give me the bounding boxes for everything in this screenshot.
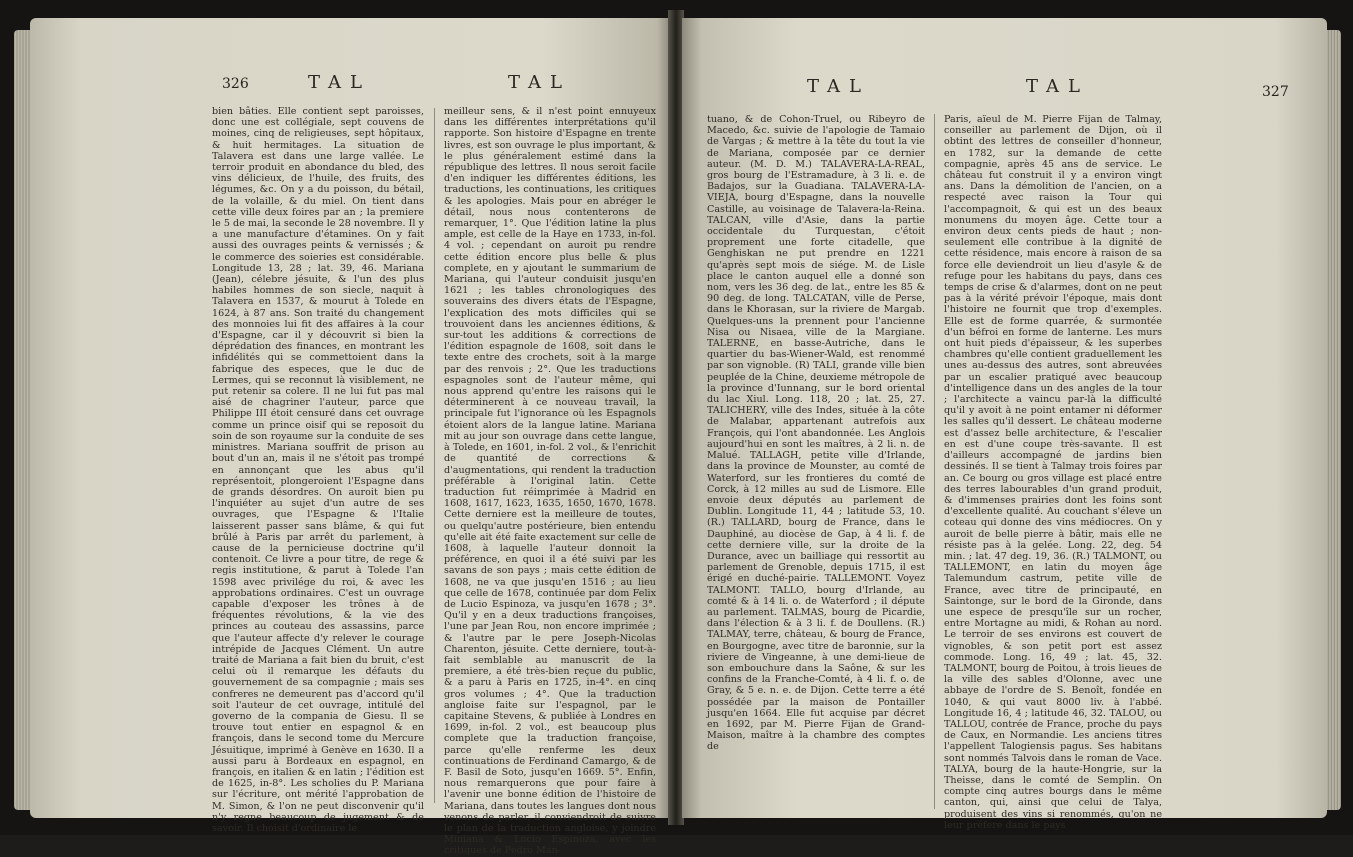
left-column-1: bien bâties. Elle contient sept paroisses, donc une est collégiale, sept couvens de moines, cinq de religieuses, sept hôpitaux, & huit hermitages. La situation de Talavera est dans une large vallée. Le terroir produit en abondance du bled, des vins délicieux, de l'huile, des fruits, des légumes, &c. On y a du poisson, du bétail, de la volaille, & du miel. On tient dans cette ville deux foires par an ; la premiere le 5 de mai, la seconde le 28 novembre. Il y a une manufacture d'étamines. On y fait aussi des ouvrages peints & vernissés ; & le commerce des soieries est considérable. Longitude 13, 28 ; lat. 39, 46. Mariana (Jean), célebre jésuite, & l'un des plus habiles hommes de son siecle, naquit à Talavera en 1537, & mourut à Tolede en 1624, à 87 ans. Son traité du changement des monnoies lui fit des affaires à la cour d'Espagne, car il y découvrit si bien la déprédation des finances, en montrant les infidélités qui se commettoient dans la fabrique des especes, que le duc de Lermes, qui se reconnut là visiblement, ne put retenir sa colere. Il ne lui fut pas mal aisé de chagriner l'auteur, parce que Philippe III étoit censuré dans cet ouvrage comme un prince oisif qui se reposoit du soin de son royaume sur la conduite de ses ministres. Mariana souffrit de prison au bout d'un an, mais il ne s'étoit pas trompé en annonçant que les abus qu'il représentoit, plongeroient l'Espagne dans de grands désordres. On auroit bien pu l'inquiéter au sujet d'un autre de ses ouvrages, que l'Espagne & l'Italie laisserent passer sans blâme, & qui fut brûlé à Paris par arrêt du parlement, à cause de la pernicieuse doctrine qu'il contenoit. Ce livre a pour titre, de rege & regis institutione, & parut à Tolede l'an 1598 avec privilége du roi, & avec les approbations ordinaires. C'est un ouvrage capable d'exposer les trônes à de fréquentes révolutions, & la vie des princes au couteau des assassins, parce que l'auteur affecte d'y relever le courage intrépide de Jacques Clément. Un autre traité de Mariana a fait bien du bruit, c'est celui où il remarque les défauts du gouvernement de sa compagnie ; mais ses confreres ne demeurent pas d'accord qu'il soit l'auteur de cet ouvrage, intitulé del governo de la compania de Giesu. Il se trouve tout entier en espagnol & en françois, dans le second tome du Mercure Jésuitique, imprimé à Genève en 1630. Il a aussi paru à Bordeaux en espagnol, en françois, en italien & en latin ; l'édition est de 1625, in-8°. Les scholies du P. Mariana sur l'écriture, ont mérité l'approbation de M. Simon, & l'on ne peut disconvenir qu'il n'y regne beaucoup de jugement & de savoir. Il choisit d'ordinaire le [212,106,424,834]
right-page-edges [1325,30,1341,810]
right-column-2: Paris, aïeul de M. Pierre Fijan de Talmay, conseiller au parlement de Dijon, où il obtint des lettres de conseiller d'honneur, en 1782, sur la demande de cette compagnie, après 45 ans de service. Le château fut construit il y a environ vingt ans. Dans la démolition de l'ancien, on a respecté avec raison la Tour qui l'accompagnoit, & qui est un des beaux monumens du moyen âge. Cette tour a environ deux cents pieds de haut ; non-seulement elle contribue à la dignité de cette résidence, mais encore à raison de sa force elle deviendroit un lieu d'asyle & de refuge pour les habitans du pays, dans ces temps de crise & d'alarmes, dont on ne peut pas à la vérité prévoir l'époque, mais dont l'histoire ne fournit que trop d'exemples. Elle est de forme quarrée, & surmontée d'un béfroi en forme de lanterne. Les murs ont huit pieds d'épaisseur, & les superbes chambres qu'elle contient graduellement les unes au-dessus des autres, sont abreuvées par un escalier pratiqué avec beaucoup d'intelligence dans un des angles de la tour ; l'architecte a vaincu par-là la difficulté qu'il y avoit à ne point entamer ni déformer les salles qu'il dessert. Le château moderne est d'assez belle architecture, & l'escalier en est d'une coupe très-savante. Il est d'ailleurs accompagné de jardins bien dessinés. Il se tient à Talmay trois foires par an. Ce bourg ou gros village est placé entre des terres labourables d'un grand produit, & d'immenses prairies dont les foins sont d'excellente qualité. Au couchant s'éleve un coteau qui donne des vins médiocres. On y auroit de belle pierre à bâtir, mais elle ne résiste pas à la gelée. Long. 22, deg. 54 min. ; lat. 47 deg. 19, 36. (R.) TALMONT, ou TALLEMONT, en latin du moyen âge Talemundum castrum, petite ville de France, avec titre de principauté, en Saintonge, sur le bord de la Gironde, dans une espece de presqu'île sur un rocher, entre Mortagne au midi, & Rohan au nord. Le terroir de ses environs est couvert de vignobles, & son petit port est assez commode. Long. 16, 49 ; lat. 45, 32. TALMONT, bourg de Poitou, à trois lieues de la ville des sables d'Olonne, avec une abbaye de l'ordre de S. Benoît, fondée en 1040, & qui vaut 8000 liv. à l'abbé. Longitude 16, 4 ; latitude 46, 32. TALOU, ou TALLOU, contrée de France, proche du pays de Caux, en Normandie. Les anciens titres l'appellent Talogiensis pagus. Ses habitans sont nommés Talvois dans le roman de Vace. TALYA, bourg de la haute-Hongrie, sur la Theisse, dans le comté de Semplin. On compte cinq autres bourgs dans le même canton, qui, ainsi que celui de Talya, produisent des vins si renommés, qu'on ne leur préfere dans le pays [944,114,1162,831]
right-page [682,18,1327,831]
right-column-1: tuano, & de Cohon-Truel, ou Ribeyro de Macedo, &c. suivie de l'apologie de Tamaio de Vargas ; & mettre à la tête du tout la vie de Mariana, composée par ce dernier auteur. (M. D. M.) TALAVERA-LA-REAL, gros bourg de l'Estramadure, à 3 li. e. de Badajos, sur la Guadiana. TALAVERA-LA-VIEJA, bourg d'Espagne, dans la nouvelle Castille, au voisinage de Talavera-la-Reina. TALCAN, ville d'Asie, dans la partie occidentale du Turquestan, c'étoit proprement une forte citadelle, que Genghiskan ne put prendre en 1221 qu'après sept mois de siége. M. de Lisle place le canton auquel elle a donné son nom, vers les 36 deg. de lat., entre les 85 & 90 deg. de long. TALCATAN, ville de Perse, dans le Khorasan, sur la riviere de Margab. Quelques-uns la prennent pour l'ancienne Nisa ou Nisaea, ville de la Margiane. TALERNE, en basse-Autriche, dans le quartier du bas-Wiener-Wald, est renommé par son vignoble. (R) TALI, grande ville bien peuplée de la Chine, deuxieme métropole de la province d'Iunnang, sur le bord oriental du lac Xiul. Long. 118, 20 ; lat. 25, 27. TALICHERY, ville des Indes, située à la côte de Malabar, appartenant autrefois aux François, qui l'ont abandonnée. Les Anglois aujourd'hui en sont les maîtres, à 2 li. n. de Malué. TALLAGH, petite ville d'Irlande, dans la province de Mounster, au comté de Waterford, sur les frontieres du comté de Corck, à 12 milles au sud de Lismore. Elle envoie deux députés au parlement de Dublin. Longitude 11, 44 ; latitude 53, 10. (R.) TALLARD, bourg de France, dans le Dauphiné, au diocèse de Gap, à 4 li. f. de cette derniere ville, sur la droite de la Durance, avec un bailliage qui ressortit au parlement de Grenoble, depuis 1715, il est érigé en duché-pairie. TALLEMONT. Voyez TALMONT. TALLO, bourg d'Irlande, au comté & à 14 li. o. de Waterford ; il députe au parlement. TALMAS, bourg de Picardie, dans l'élection & à 3 li. f. de Doullens. (R.) TALMAY, terre, château, & bourg de France, en Bourgogne, avec titre de baronnie, sur la riviere de Vingeanne, à une demi-lieue de son embouchure dans la Saône, & sur les confins de la Franche-Comté, à 4 li. f. o. de Gray, & 5 e. n. e. de Dijon. Cette terre a été possédée par la maison de Pontailler jusqu'en 1664. Elle fut acquise par décret en 1692, par M. Pierre Fijan de Grand-Maison, maître à la chambre des comptes de [707,114,925,753]
left-column-2: meilleur sens, & il n'est point ennuyeux dans les différentes interprétations qu'il rapporte. Son histoire d'Espagne en trente livres, est son ouvrage le plus important, & le plus généralement estimé dans la république des lettres. Il nous seroit facile d'en indiquer les différentes éditions, les traductions, les continuations, les critiques & les apologies. Mais pour en abréger le détail, nous nous contenterons de remarquer, 1°. Que l'édition latine la plus ample, est celle de la Haye en 1733, in-fol. 4 vol. ; cependant on auroit pu rendre cette édition encore plus belle & plus complete, en y ajoutant le summarium de Mariana, qui l'auteur conduisit jusqu'en 1621 ; les tables chronologiques des souverains des divers états de l'Espagne, l'explication des mots difficiles qui se trouvoient dans les anciennes éditions, & sur-tout les additions & corrections de l'édition espagnole de 1608, soit dans le texte entre des crochets, soit à la marge par des renvois ; 2°. Que les traductions espagnoles sont de l'auteur même, qui nous apprend qu'entre les raisons qui le déterminerent à ce nouveau travail, la principale fut l'ignorance où les Espagnols étoient alors de la langue latine. Mariana mit au jour son ouvrage dans cette langue, à Tolede, en 1601, in-fol. 2 vol., & l'enrichit de quantité de corrections & d'augmentations, qui rendent la traduction préférable à l'original latin. Cette traduction fut réimprimée à Madrid en 1608, 1617, 1623, 1635, 1650, 1670, 1678. Cette derniere est la meilleure de toutes, ou quelqu'autre postérieure, bien entendu qu'elle ait été faite exactement sur celle de 1608, à laquelle l'auteur donnoit la préférence, en quoi il a été suivi par les savans de son pays ; mais cette édition de 1608, ne va que jusqu'en 1516 ; au lieu que celle de 1678, continuée par dom Felix de Lucio Espinoza, va jusqu'en 1678 ; 3°. Qu'il y en a deux traductions françoises, l'une par Jean Rou, non encore imprimée ; & l'autre par le pere Joseph-Nicolas Charenton, jésuite. Cette derniere, tout-à-fait semblable au manuscrit de la premiere, a été très-bien reçue du public, & a paru à Paris en 1725, in-4°. en cinq gros volumes ; 4°. Que la traduction angloise faite sur l'espagnol, par le capitaine Stevens, & publiée à Londres en 1699, in-fol. 2 vol., est beaucoup plus complete que la traduction françoise, parce qu'elle renferme les deux continuations de Ferdinand Camargo, & de F. Basil de Soto, jusqu'en 1669. 5°. Enfin, nous remarquerons que pour faire à l'avenir une bonne édition de l'histoire de Mariana, dans toutes les langues dont nous venons de parler, il conviendroit de suivre le plan de la traduction angloise, y joindre Miniana & Lucio Espinoza, avec les critiques de Pedro Man- [444,106,656,857]
left-page [30,18,670,857]
left-column-rule [434,108,435,803]
right-running-head-left: TAL [807,76,870,97]
left-running-head-right: TAL [508,72,571,93]
left-running-head-left: TAL [308,72,371,93]
right-page-number: 327 [1262,84,1289,100]
right-column-rule [934,114,935,809]
left-page-number: 326 [222,76,249,92]
right-running-head-right: TAL [1026,76,1089,97]
